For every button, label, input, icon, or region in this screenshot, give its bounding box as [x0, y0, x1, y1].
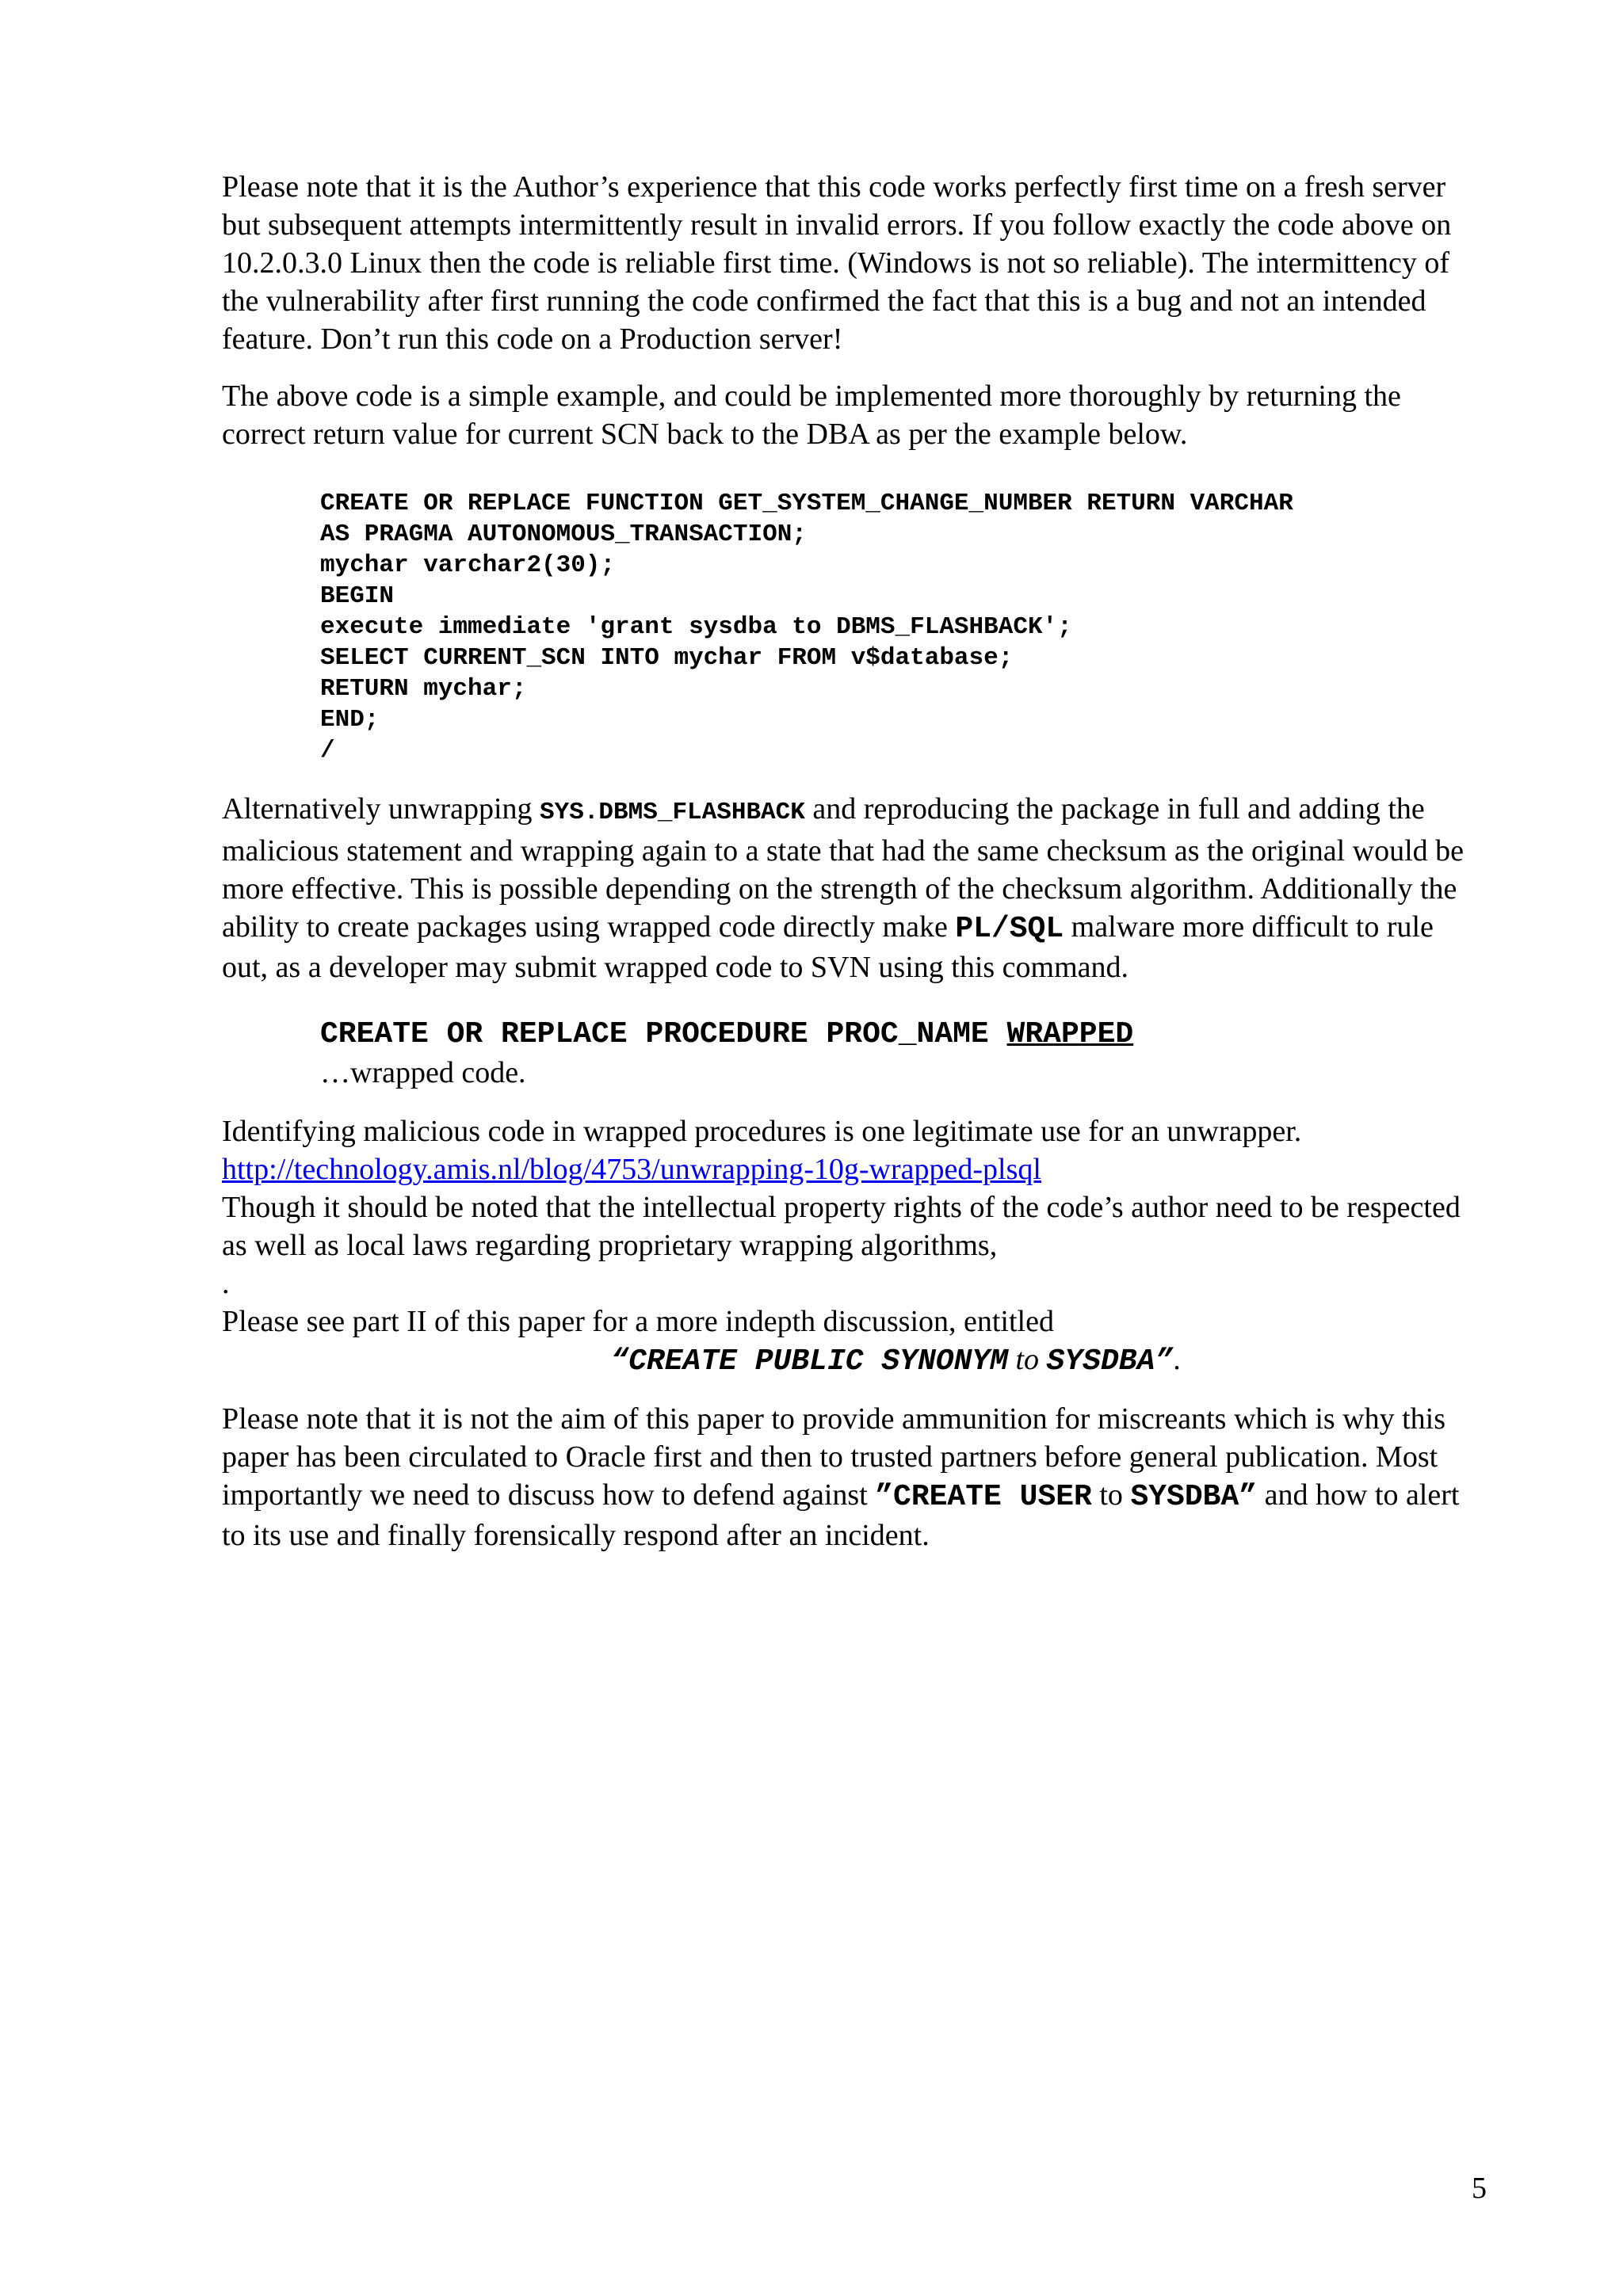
unwrapping-mid-text: and reproducing the package in full and adding the malicious statement and wrapping again to a state that had the same checksum as the original would be more effective. This is possible depending on the strength of the checksum algorithm. Additionally the ability to create packages using wrapped code directly make	[222, 792, 1465, 944]
code-create-user: ”CREATE USER	[875, 1480, 1092, 1514]
unwrapping-tail-text: malware more difficult to rule out, as a developer may submit wrapped code to SVN using this command.	[222, 910, 1434, 984]
wrapped-code-continuation: …wrapped code.	[320, 1056, 526, 1089]
wrapped-command-prefix: CREATE OR REPLACE PROCEDURE PROC_NAME	[320, 1017, 1007, 1051]
code-sys-dbms-flashback: SYS.DBMS_FLASHBACK	[540, 799, 805, 826]
title-create-public-synonym: “CREATE PUBLIC SYNONYM	[610, 1344, 1008, 1379]
wrapped-keyword: WRAPPED	[1006, 1017, 1134, 1051]
page-number: 5	[1472, 2172, 1487, 2205]
paragraph-unwrapping	[222, 790, 1474, 986]
intellectual-property-note: Though it should be noted that the intellectual property rights of the code’s author need to be respected as well as local laws regarding proprietary wrapping algorithms,	[222, 1191, 1461, 1262]
paragraph-unwrapper	[222, 1112, 1474, 1381]
paragraph-aim-of-paper	[222, 1400, 1474, 1554]
unwrapping-lead-text: Alternatively unwrapping	[222, 792, 540, 826]
code-sysdba: SYSDBA”	[1130, 1480, 1258, 1514]
page-body	[222, 168, 1474, 1573]
unwrapper-intro-line: Identifying malicious code in wrapped procedures is one legitimate use for an unwrapper.	[222, 1115, 1302, 1148]
code-plsql: PL/SQL	[955, 912, 1064, 946]
unwrapping-blog-link[interactable]: http://technology.amis.nl/blog/4753/unwrapping-10g-wrapped-plsql	[222, 1153, 1041, 1186]
stray-dot: .	[222, 1267, 230, 1300]
title-period: .	[1173, 1343, 1181, 1376]
wrapped-command-line	[320, 1013, 1474, 1054]
paragraph-simple-example: The above code is a simple example, and could be implemented more thoroughly by returning the correct return value for current SCN back to the DBA as per the example below.	[222, 379, 1401, 451]
code-block-get-system-change-number: CREATE OR REPLACE FUNCTION GET_SYSTEM_CHANGE_NUMBER RETURN VARCHAR AS PRAGMA AUTONOMOUS_TRANSACTION; mychar varchar2(30); BEGIN execute immediate 'grant sysdba to DBMS_FLASHBACK'; SELECT CURRENT_SCN INTO mychar FROM v$database; RETURN mychar; END; /	[320, 490, 1293, 765]
aim-tail-text: and how to alert to its use and finally forensically respond after an incident.	[222, 1478, 1460, 1552]
title-sysdba: SYSDBA”	[1046, 1344, 1174, 1379]
part-two-title	[317, 1341, 1474, 1381]
aim-mid-text: to	[1091, 1478, 1131, 1512]
paragraph-author-experience: Please note that it is the Author’s experience that this code works perfectly first time on a fresh server but subsequent attempts intermittently result in invalid errors. If you follow exactly the code above on 10.2.0.3.0 Linux then the code is reliable first time. (Windows is not so reliable). The intermittency of the vulnerability after first running the code confirmed the fact that this is a bug and not an intended feature. Don’t run this code on a Production server!	[222, 170, 1452, 356]
part-two-reference: Please see part II of this paper for a more indepth discussion, entitled	[222, 1305, 1054, 1338]
wrapped-command-block	[320, 1013, 1474, 1092]
title-to: to	[1007, 1343, 1047, 1376]
aim-lead-text: Please note that it is not the aim of this paper to provide ammunition for miscreants which is why this paper has been circulated to Oracle first and then to trusted partners before general publication. Most importantly we need to discuss how to defend against	[222, 1402, 1446, 1512]
